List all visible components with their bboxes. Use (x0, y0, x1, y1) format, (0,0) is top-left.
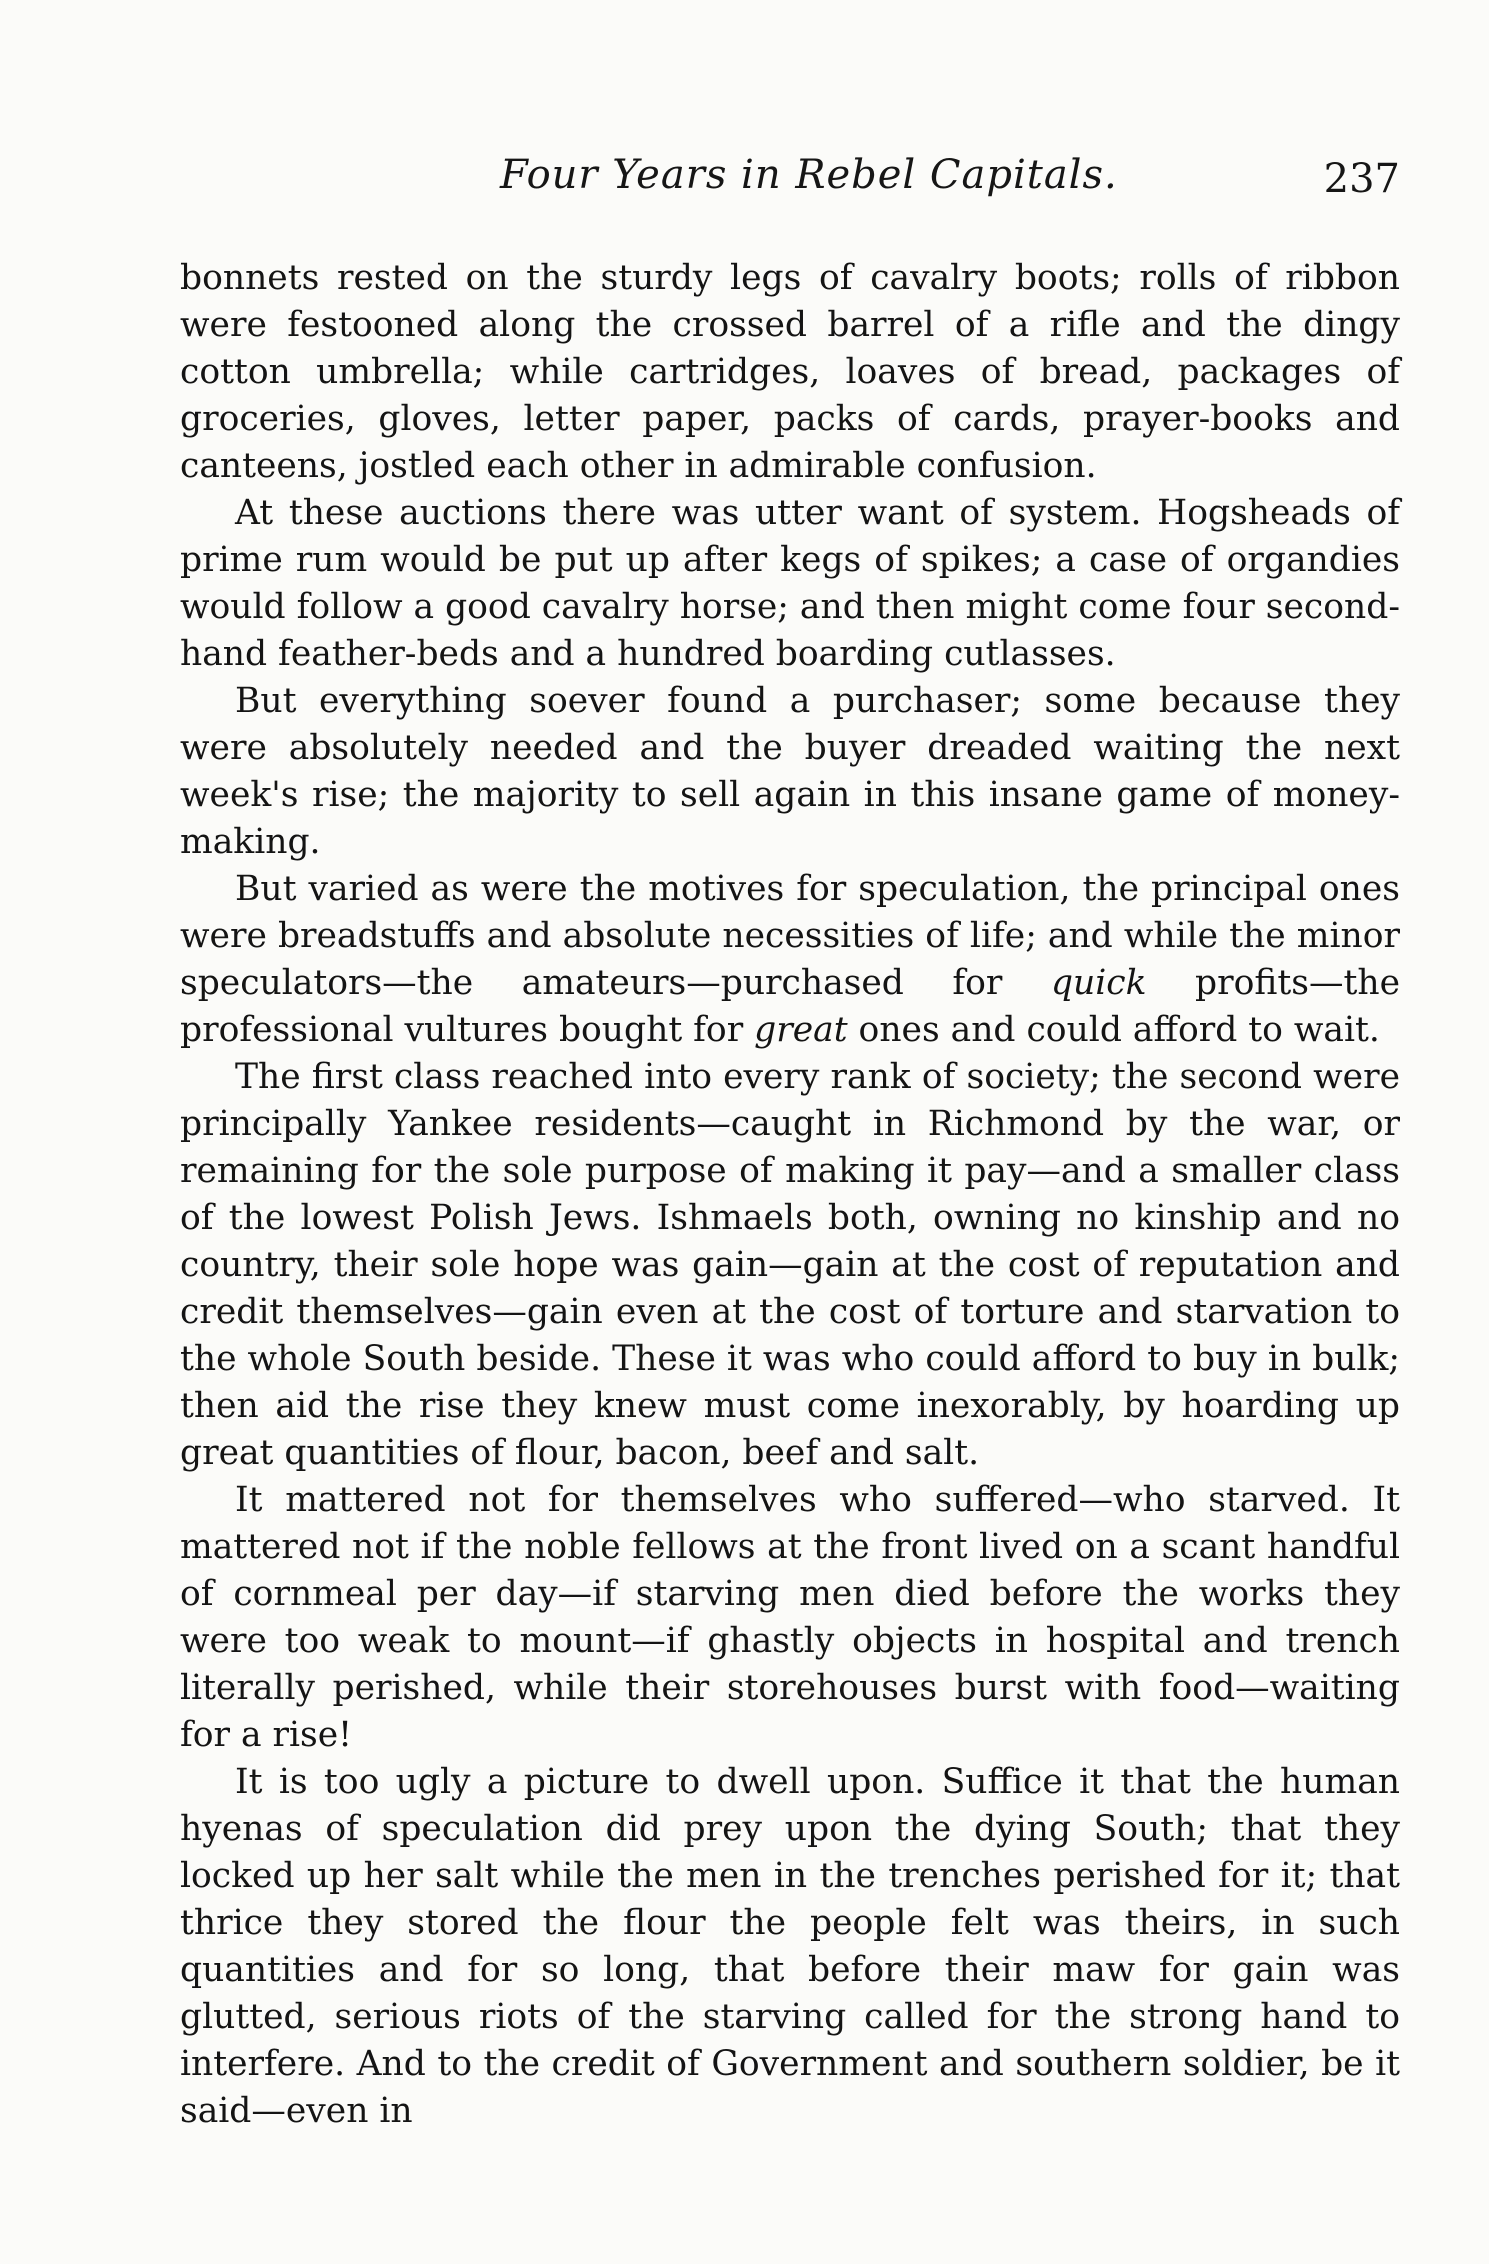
page-number: 237 (1323, 156, 1400, 202)
paragraph (180, 1477, 1400, 1759)
paragraph (180, 866, 1400, 1054)
text-segment: ones and could afford to wait. (847, 1010, 1380, 1050)
text-segment: But varied as were the motives for speculation, the principal ones were breadstuffs and absolute necessities of life; and while the minor speculators—the amateurs—purchased for (180, 869, 1400, 1003)
text-segment: It mattered not for themselves who suffered—who starved. It mattered not if the noble fellows at the front lived on a scant handful of cornmeal per day—if starving men died before the works they were too weak to mount—if ghastly objects in hospital and trench literally perished, while their storehouses burst with food—waiting for a rise! (180, 1480, 1400, 1755)
text-segment: It is too ugly a picture to dwell upon. Suffice it that the human hyenas of speculation did prey upon the dying South; that they locked up her salt while the men in the trenches perished for it; that thrice they stored the flour the people felt was theirs, in such quantities and for so long, that before their maw for gain was glutted, serious riots of the starving called for the strong hand to interfere. And to the credit of Government and southern soldier, be it said—even in (180, 1762, 1400, 2131)
running-title: Four Years in Rebel Capitals. (500, 152, 1118, 198)
paragraph (180, 678, 1400, 866)
running-head (180, 152, 1400, 212)
body-text (180, 255, 1400, 2135)
italic-text-segment: quick (1050, 963, 1147, 1003)
text-segment: profits—the professional vultures bought for (180, 963, 1400, 1050)
paragraph (180, 255, 1400, 490)
text-segment: But everything soever found a purchaser; some because they were absolutely needed and the buyer dreaded waiting the next week's rise; the majority to sell again in this insane game of money-making. (180, 681, 1400, 862)
paragraph (180, 1054, 1400, 1477)
paragraph (180, 1759, 1400, 2135)
paragraph (180, 490, 1400, 678)
text-segment: The first class reached into every rank of society; the second were principally Yankee residents—caught in Richmond by the war, or remaining for the sole purpose of making it pay—and a smaller class of the lowest Polish Jews. Ishmaels both, owning no kinship and no country, their sole hope was gain—gain at the cost of reputation and credit themselves—gain even at the cost of torture and starvation to the whole South beside. These it was who could afford to buy in bulk; then aid the rise they knew must come inexorably, by hoarding up great quantities of flour, bacon, beef and salt. (180, 1057, 1400, 1473)
text-segment: bonnets rested on the sturdy legs of cavalry boots; rolls of ribbon were festooned along the crossed barrel of a rifle and the dingy cotton umbrella; while cartridges, loaves of bread, packages of groceries, gloves, letter paper, packs of cards, prayer-books and canteens, jostled each other in admirable confusion. (180, 258, 1400, 486)
text-segment: At these auctions there was utter want of system. Hogsheads of prime rum would be put up after kegs of spikes; a case of organdies would follow a good cavalry horse; and then might come four second-hand feather-beds and a hundred boarding cutlasses. (180, 493, 1400, 674)
italic-text-segment: great (754, 1010, 848, 1050)
